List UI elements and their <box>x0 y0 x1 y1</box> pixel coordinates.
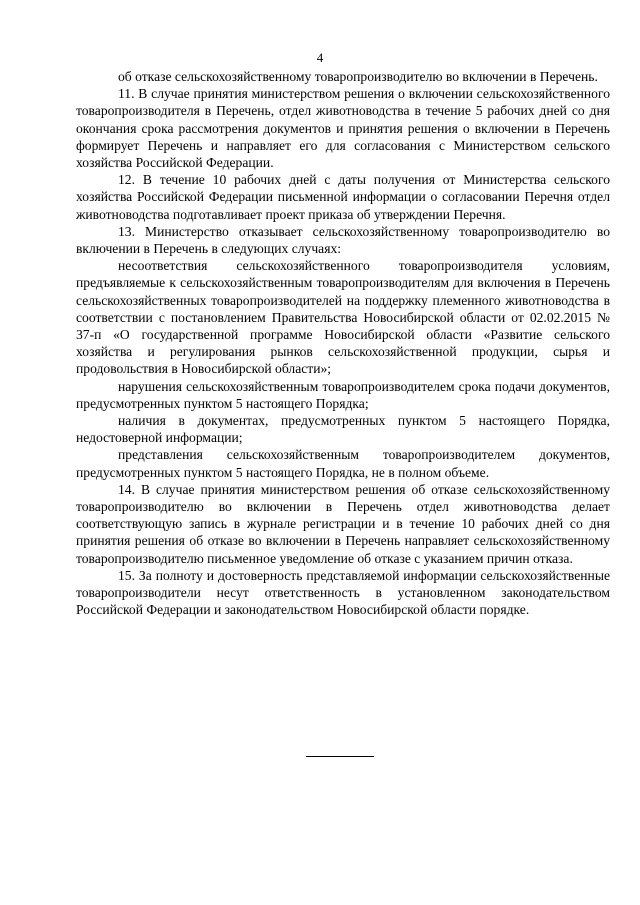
paragraph-12: 12. В течение 10 рабочих дней с даты получения от Министерства сельского хозяйства Российской Федерации письменной информации о согласовании Перечня отдел животноводства подготавливает проект приказа об утверждении Перечня. <box>76 172 610 222</box>
paragraph-14: 14. В случае принятия министерством решения об отказе сельскохозяйственному товаропроизводителю во включении в Перечень отдел животноводства делает соответствующую запись в журнале регистрации и в течение 10 рабочих дней со дня принятия решения об отказе во включении в Перечень направляет сельскохозяйственному товаропроизводителю письменное уведомление об отказе с указанием причин отказа. <box>76 481 610 566</box>
paragraph-13-case-2: нарушения сельскохозяйственным товаропроизводителем срока подачи документов, предусмотренных пунктом 5 настоящего Порядка; <box>76 378 610 411</box>
page-number: 4 <box>316 50 324 65</box>
paragraph-15: 15. За полноту и достоверность представляемой информации сельскохозяйственные товаропроизводители несут ответственность в установленном законодательством Российской Федерации и законодательством Новосибирской области порядке. <box>76 567 610 618</box>
paragraph-13-case-1: несоответствия сельскохозяйственного товаропроизводителя условиям, предъявляемые к сельскохозяйственным товаропроизводителям для включения в Перечень сельскохозяйственных товаропроизводителей на поддержку племенного животноводства в соответствии с постановлением Правительства Новосибирской области от 02.02.2015 № 37-п «О государственной программе Новосибирской области «Развитие сельского хозяйства и регулирования рынков сельскохозяйственной продукции, сырья и продовольствия в Новосибирской области»; <box>76 258 610 377</box>
end-divider-line <box>306 756 374 757</box>
document-body <box>76 68 610 619</box>
paragraph-13-case-3: наличия в документах, предусмотренных пунктом 5 настоящего Порядка, недостоверной информации; <box>76 413 610 446</box>
paragraph-13: 13. Министерство отказывает сельскохозяйственному товаропроизводителю во включении в Перечень в следующих случаях: <box>76 223 610 257</box>
paragraph-continuation: об отказе сельскохозяйственному товаропроизводителю во включении в Перечень. <box>118 69 598 84</box>
paragraph-11: 11. В случае принятия министерством решения о включении сельскохозяйственного товаропроизводителя в Перечень, отдел животноводства в течение 5 рабочих дней со дня окончания срока рассмотрения документов и принятия решения о включении в Перечень формирует Перечень и направляет его для согласования с Министерством сельского хозяйства Российской Федерации. <box>76 86 610 171</box>
paragraph-13-case-4: представления сельскохозяйственным товаропроизводителем документов, предусмотренных пунктом 5 настоящего Порядка, не в полном объеме. <box>76 447 610 480</box>
